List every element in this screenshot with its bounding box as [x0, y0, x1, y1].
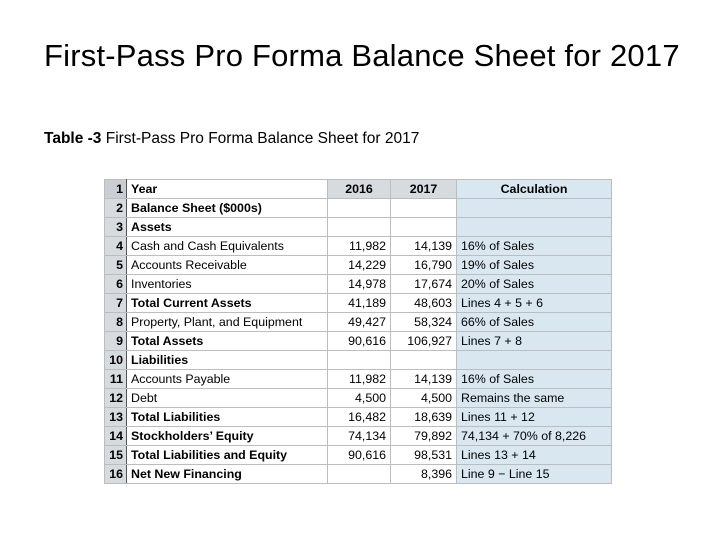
value-2016: 11,982 — [328, 370, 391, 389]
calculation-note — [457, 218, 612, 237]
value-2017: 16,790 — [391, 256, 457, 275]
value-2016 — [328, 218, 391, 237]
value-2017: 106,927 — [391, 332, 457, 351]
value-2016: 4,500 — [328, 389, 391, 408]
value-2017: 14,139 — [391, 370, 457, 389]
row-number: 13 — [105, 408, 127, 427]
row-number: 11 — [105, 370, 127, 389]
line-item-label: Total Liabilities — [127, 408, 328, 427]
calculation-note: 16% of Sales — [457, 237, 612, 256]
table-row — [105, 389, 612, 408]
calculation-note: 74,134 + 70% of 8,226 — [457, 427, 612, 446]
value-2017: 58,324 — [391, 313, 457, 332]
calculation-note — [457, 351, 612, 370]
value-2016: 14,978 — [328, 275, 391, 294]
row-number: 2 — [105, 199, 127, 218]
line-item-label: Accounts Receivable — [127, 256, 328, 275]
line-item-label: Property, Plant, and Equipment — [127, 313, 328, 332]
value-2017: 4,500 — [391, 389, 457, 408]
value-2017: 98,531 — [391, 446, 457, 465]
value-2017: 8,396 — [391, 465, 457, 484]
table-row — [105, 313, 612, 332]
calculation-note: 16% of Sales — [457, 370, 612, 389]
header-calculation: Calculation — [457, 180, 612, 199]
table-row — [105, 351, 612, 370]
table-row — [105, 275, 612, 294]
header-year: Year — [127, 180, 328, 199]
calculation-note: Lines 13 + 14 — [457, 446, 612, 465]
line-item-label: Total Liabilities and Equity — [127, 446, 328, 465]
table-caption — [44, 130, 419, 148]
value-2016: 16,482 — [328, 408, 391, 427]
calculation-note: Lines 7 + 8 — [457, 332, 612, 351]
calculation-note — [457, 199, 612, 218]
calculation-note: Line 9 − Line 15 — [457, 465, 612, 484]
row-number: 4 — [105, 237, 127, 256]
value-2017: 79,892 — [391, 427, 457, 446]
row-number: 15 — [105, 446, 127, 465]
calculation-note: 19% of Sales — [457, 256, 612, 275]
value-2017: 14,139 — [391, 237, 457, 256]
line-item-label: Net New Financing — [127, 465, 328, 484]
table-caption-number: Table -3 — [44, 130, 102, 147]
value-2016: 74,134 — [328, 427, 391, 446]
value-2016: 90,616 — [328, 446, 391, 465]
table-row — [105, 332, 612, 351]
value-2016: 49,427 — [328, 313, 391, 332]
value-2017 — [391, 199, 457, 218]
table-caption-text: First-Pass Pro Forma Balance Sheet for 2017 — [101, 130, 420, 147]
table-row — [105, 199, 612, 218]
line-item-label: Assets — [127, 218, 328, 237]
value-2017: 18,639 — [391, 408, 457, 427]
table-row — [105, 465, 612, 484]
calculation-note: Lines 11 + 12 — [457, 408, 612, 427]
line-item-label: Total Assets — [127, 332, 328, 351]
value-2016 — [328, 199, 391, 218]
line-item-label: Balance Sheet ($000s) — [127, 199, 328, 218]
row-number: 3 — [105, 218, 127, 237]
row-number: 10 — [105, 351, 127, 370]
table-row — [105, 256, 612, 275]
value-2016: 41,189 — [328, 294, 391, 313]
calculation-note: Lines 4 + 5 + 6 — [457, 294, 612, 313]
value-2017 — [391, 351, 457, 370]
calculation-note: 20% of Sales — [457, 275, 612, 294]
balance-sheet-body — [105, 180, 612, 484]
line-item-label: Liabilities — [127, 351, 328, 370]
row-number: 9 — [105, 332, 127, 351]
table-row — [105, 446, 612, 465]
value-2017: 48,603 — [391, 294, 457, 313]
row-number: 12 — [105, 389, 127, 408]
row-number: 6 — [105, 275, 127, 294]
table-row — [105, 237, 612, 256]
calculation-note: Remains the same — [457, 389, 612, 408]
table-row — [105, 218, 612, 237]
line-item-label: Accounts Payable — [127, 370, 328, 389]
header-2017: 2017 — [391, 180, 457, 199]
row-number: 14 — [105, 427, 127, 446]
table-header-row — [105, 180, 612, 199]
value-2017 — [391, 218, 457, 237]
value-2016 — [328, 465, 391, 484]
table-row — [105, 294, 612, 313]
value-2016 — [328, 351, 391, 370]
value-2016: 90,616 — [328, 332, 391, 351]
balance-sheet-table — [104, 179, 612, 484]
line-item-label: Cash and Cash Equivalents — [127, 237, 328, 256]
slide-title: First-Pass Pro Forma Balance Sheet for 2017 — [44, 38, 680, 73]
line-item-label: Stockholders’ Equity — [127, 427, 328, 446]
row-number: 7 — [105, 294, 127, 313]
row-number: 16 — [105, 465, 127, 484]
line-item-label: Debt — [127, 389, 328, 408]
line-item-label: Total Current Assets — [127, 294, 328, 313]
row-number: 8 — [105, 313, 127, 332]
value-2016: 11,982 — [328, 237, 391, 256]
value-2016: 14,229 — [328, 256, 391, 275]
table-row — [105, 408, 612, 427]
row-number: 5 — [105, 256, 127, 275]
table-row — [105, 427, 612, 446]
value-2017: 17,674 — [391, 275, 457, 294]
row-number: 1 — [105, 180, 127, 199]
calculation-note: 66% of Sales — [457, 313, 612, 332]
table-row — [105, 370, 612, 389]
line-item-label: Inventories — [127, 275, 328, 294]
header-2016: 2016 — [328, 180, 391, 199]
